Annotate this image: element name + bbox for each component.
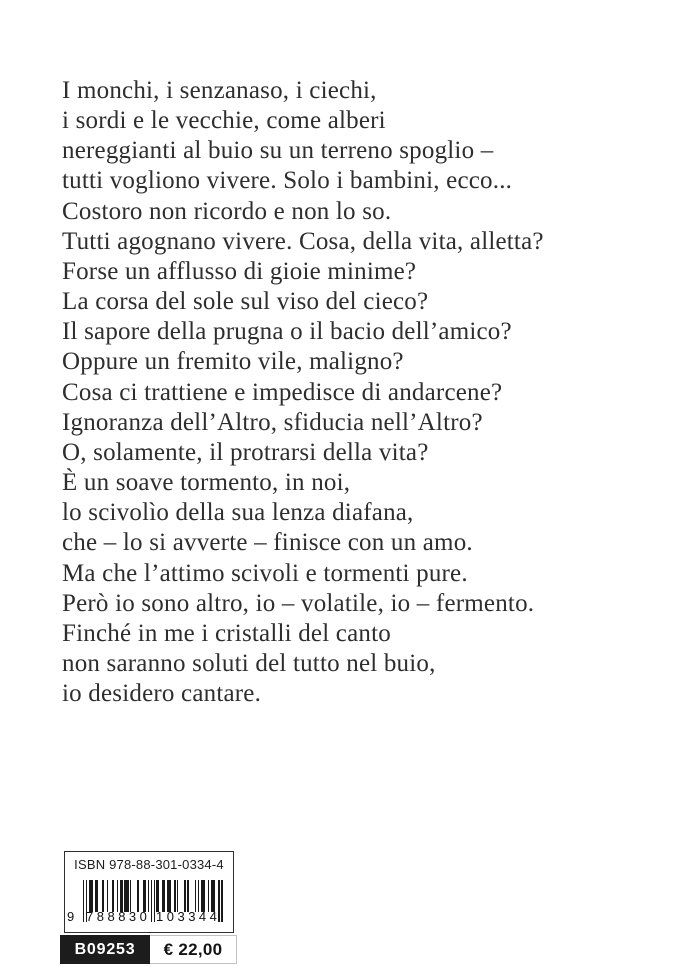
poem-line: Finché in me i cristalli del canto (62, 619, 391, 647)
poem-line: nereggianti al buio su un terreno spoglio – (62, 137, 494, 165)
product-code-box (60, 935, 150, 964)
poem-line: La corsa del sole sul viso del cieco? (62, 288, 429, 316)
price: € 22,00 (163, 939, 223, 959)
poem-line: Ma che l’attimo scivoli e tormenti pure. (62, 559, 468, 587)
poem-line: Forse un afflusso di gioie minime? (62, 257, 417, 285)
ean-barcode (67, 880, 223, 924)
poem-line: Cosa ci trattiene e impedisce di andarcene? (62, 378, 503, 406)
poem-line: Il sapore della prugna o il bacio dell’amico? (62, 318, 512, 346)
poem-line: Costoro non ricordo e non lo so. (62, 197, 392, 225)
poem-line: tutti vogliono vivere. Solo i bambini, ecco... (62, 167, 513, 195)
ean-digits-right: 103344 (156, 909, 221, 924)
poem-line: O, solamente, il protrarsi della vita? (62, 438, 429, 466)
poem-line: non saranno soluti del tutto nel buio, (62, 649, 436, 677)
isbn-barcode-label (64, 851, 234, 933)
poem-line: Oppure un fremito vile, maligno? (62, 348, 404, 376)
poem-line: Ignoranza dell’Altro, sfiducia nell’Altro? (62, 408, 483, 436)
poem (62, 76, 642, 709)
price-box (150, 935, 237, 964)
poem-line: io desidero cantare. (62, 680, 262, 708)
ean-digits-left: 788830 (86, 909, 151, 924)
product-code: B09253 (74, 940, 136, 958)
poem-line: I monchi, i senzanaso, i ciechi, (62, 77, 377, 104)
poem-line: i sordi e le vecchie, come alberi (62, 107, 386, 135)
poem-line: È un soave tormento, in noi, (62, 469, 351, 497)
isbn-text: ISBN 978-88-301-0334-4 (74, 857, 224, 872)
poem-line: Però io sono altro, io – volatile, io – fermento. (62, 589, 535, 617)
ean-digit-first: 9 (67, 909, 75, 924)
poem-line: che – lo si avverte – finisce con un amo. (62, 529, 473, 557)
poem-line: lo scivolìo della sua lenza diafana, (62, 499, 414, 527)
price-strip (60, 935, 237, 964)
poem-line: Tutti agognano vivere. Cosa, della vita, alletta? (62, 227, 544, 255)
